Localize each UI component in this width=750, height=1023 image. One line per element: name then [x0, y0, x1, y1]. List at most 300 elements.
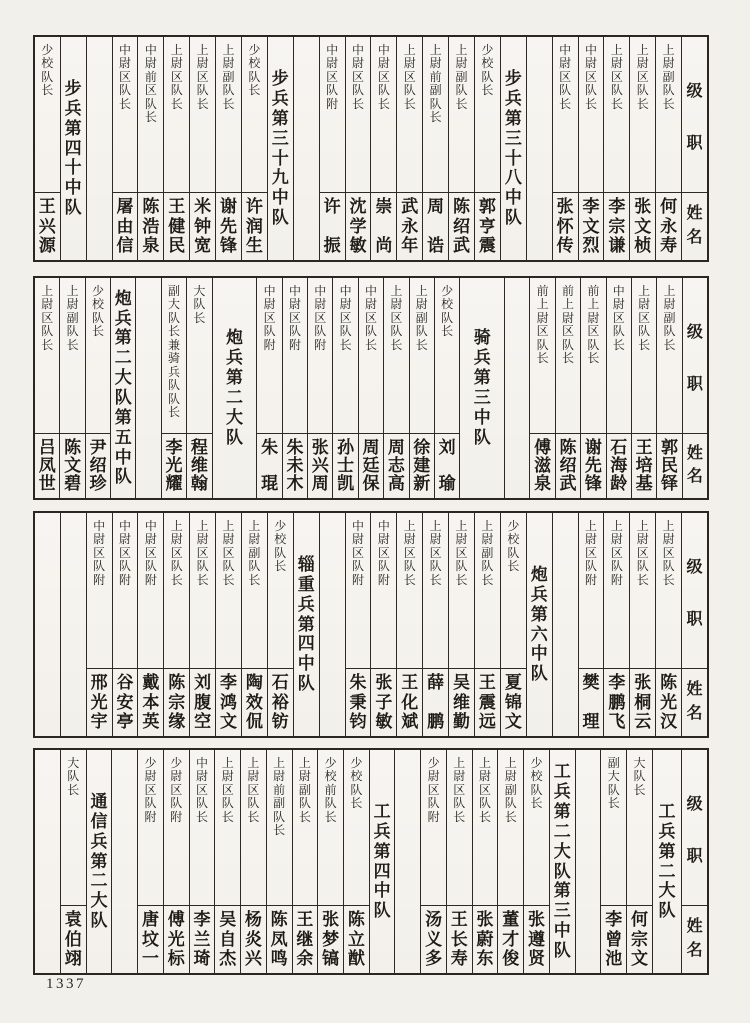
unit-title: 炮 兵 第 二 大 队 第 五 中 队 [114, 288, 132, 487]
name-cell [397, 668, 422, 736]
officer-name: 周 诰 [427, 197, 445, 255]
officer-name: 何 宗 文 [630, 910, 648, 968]
officer-column [472, 750, 498, 973]
officer-name: 周 廷 保 [362, 438, 380, 493]
officer-rank: 少 校 队 长 [274, 519, 287, 574]
officer-column [474, 513, 500, 736]
officer-rank: 少 校 队 长 [91, 284, 104, 339]
name-cell [113, 668, 138, 736]
name-cell [656, 668, 681, 736]
officer-name: 戴 本 英 [142, 673, 160, 731]
unit-column [86, 750, 112, 973]
officer-name: 李 宗 谦 [608, 197, 626, 255]
officer-rank: 上 尉 区 队 长 [662, 519, 675, 587]
officer-rank: 大 队 长 [193, 284, 206, 325]
name-cell [632, 433, 656, 498]
rank-header-cell [682, 37, 707, 192]
officer-name: 王 震 远 [478, 673, 496, 731]
rank-cell [581, 278, 605, 433]
name-cell [553, 192, 578, 260]
officer-column [215, 513, 241, 736]
name-cell [410, 433, 434, 498]
rank-cell [164, 513, 189, 668]
officer-column [580, 278, 605, 498]
roster-band-1 [33, 35, 709, 262]
officer-name: 夏 锦 文 [504, 673, 522, 731]
officer-rank: 中 尉 前 区 队 长 [144, 43, 157, 125]
officer-column [319, 37, 345, 260]
officer-name: 陈 绍 武 [453, 197, 471, 255]
officer-column [603, 513, 629, 736]
name-cell [241, 905, 266, 973]
name-cell [162, 433, 186, 498]
name-cell [308, 433, 332, 498]
roster-band-2 [33, 276, 709, 500]
unit-title-cell [527, 513, 552, 736]
rank-cell [216, 37, 241, 192]
officer-name: 谷 安 亭 [116, 673, 134, 731]
officer-column [555, 278, 580, 498]
unit-column [60, 37, 86, 260]
roster-table [33, 35, 709, 975]
rank-cell [344, 750, 369, 905]
officer-column [631, 278, 656, 498]
officer-name: 尹 绍 珍 [89, 438, 107, 493]
officer-column [240, 750, 266, 973]
officer-name: 崇 尚 [375, 197, 393, 255]
name-cell [604, 668, 629, 736]
officer-column [282, 278, 307, 498]
name-cell [164, 192, 189, 260]
officer-rank: 上 尉 副 队 长 [222, 43, 235, 111]
unit-column [549, 750, 575, 973]
rank-cell [268, 513, 293, 668]
officer-column [603, 37, 629, 260]
name-cell [579, 668, 604, 736]
name-cell [630, 668, 655, 736]
officer-column [500, 513, 526, 736]
officer-column [256, 278, 281, 498]
rank-cell [257, 278, 281, 433]
name-cell [61, 905, 86, 973]
officer-name: 李 光 耀 [165, 438, 183, 493]
officer-rank: 中 尉 区 队 长 [365, 284, 378, 352]
empty-column [394, 750, 420, 973]
name-cell [346, 668, 371, 736]
unit-column [459, 278, 504, 498]
rank-cell [242, 513, 267, 668]
rank-cell [410, 278, 434, 433]
unit-column [500, 37, 526, 260]
name-cell [475, 192, 500, 260]
officer-rank: 上 尉 区 队 长 [610, 43, 623, 111]
officer-name: 石 裕 钫 [271, 673, 289, 731]
rank-cell [333, 278, 357, 433]
rank-cell [498, 750, 523, 905]
officer-column [434, 278, 459, 498]
officer-column [409, 278, 434, 498]
rank-cell [61, 750, 86, 905]
rank-cell [423, 513, 448, 668]
empty-column [319, 513, 345, 736]
officer-column [370, 37, 396, 260]
officer-rank: 中 尉 区 队 长 [118, 43, 131, 111]
empty-column [552, 513, 578, 736]
empty-column [135, 278, 160, 498]
name-cell [138, 668, 163, 736]
officer-column [383, 278, 408, 498]
officer-rank: 中 尉 区 队 长 [351, 43, 364, 111]
officer-name: 孙 士 凯 [337, 438, 355, 493]
officer-column [241, 513, 267, 736]
rank-cell [60, 278, 84, 433]
rank-cell [604, 37, 629, 192]
officer-name: 徐 建 新 [413, 438, 431, 493]
officer-rank: 上 尉 区 队 长 [170, 43, 183, 111]
officer-name: 米 钟 宽 [194, 197, 212, 255]
name-cell [423, 668, 448, 736]
name-cell [35, 433, 59, 498]
unit-title-cell [550, 750, 575, 973]
rank-cell [656, 37, 681, 192]
rank-cell [346, 513, 371, 668]
officer-name: 薛 鹏 [427, 673, 445, 731]
rank-cell [190, 513, 215, 668]
officer-name: 王 兴 源 [38, 197, 56, 255]
unit-title: 工 兵 第 二 大 队 第 三 中 队 [553, 762, 571, 960]
officer-name: 陈 文 碧 [64, 438, 82, 493]
rank-cell [35, 278, 59, 433]
officer-name: 唐 坟 一 [141, 910, 159, 968]
officer-name: 刘 腹 空 [194, 673, 212, 731]
name-cell [190, 192, 215, 260]
unit-column [652, 750, 681, 973]
name-cell [60, 433, 84, 498]
name-cell [190, 668, 215, 736]
unit-title-cell [61, 37, 86, 260]
unit-title-cell [111, 278, 135, 498]
name-cell [657, 433, 681, 498]
officer-name: 王 培 基 [635, 438, 653, 493]
rank-cell [293, 750, 318, 905]
unit-title: 步 兵 第 三 十 九 中 队 [271, 69, 289, 228]
header-column [681, 513, 707, 736]
officer-rank: 上 尉 区 队 长 [390, 284, 403, 352]
rank-cell [35, 37, 60, 192]
unit-title: 辎 重 兵 第 四 中 队 [297, 555, 315, 694]
officer-name: 许 振 [323, 197, 341, 255]
officer-name: 刘 瑜 [438, 438, 456, 493]
officer-column [358, 278, 383, 498]
officer-rank: 上 尉 区 队 附 [584, 519, 597, 587]
officer-column [578, 513, 604, 736]
name-cell [216, 192, 241, 260]
officer-column [163, 750, 189, 973]
officer-column [497, 750, 523, 973]
officer-column [370, 513, 396, 736]
officer-rank: 中 尉 区 队 长 [559, 43, 572, 111]
name-header-label: 姓 名 [686, 918, 703, 959]
name-cell [283, 433, 307, 498]
officer-column [396, 37, 422, 260]
rank-cell [435, 278, 459, 433]
officer-column [189, 750, 215, 973]
unit-title-cell [294, 513, 319, 736]
rank-cell [87, 513, 112, 668]
officer-column [86, 513, 112, 736]
officer-rank: 上 尉 区 队 长 [636, 43, 649, 111]
unit-column [110, 278, 135, 498]
officer-name: 王 化 斌 [401, 673, 419, 731]
name-cell [656, 192, 681, 260]
rank-cell [524, 750, 549, 905]
officer-rank: 中 尉 区 队 附 [288, 284, 301, 352]
rank-cell [283, 278, 307, 433]
officer-column [396, 513, 422, 736]
officer-name: 吴 维 勤 [453, 673, 471, 731]
officer-column [137, 750, 163, 973]
officer-rank: 中 尉 区 队 附 [118, 519, 131, 587]
unit-title-cell [501, 37, 526, 260]
officer-rank: 上 尉 副 队 长 [663, 284, 676, 352]
rank-cell [473, 750, 498, 905]
officer-rank: 少 尉 区 队 附 [427, 756, 440, 824]
officer-rank: 上 尉 副 队 长 [455, 43, 468, 111]
rank-cell [553, 37, 578, 192]
officer-rank: 副 大 队 长 兼 骑 兵 队 队 长 [168, 284, 181, 420]
officer-rank: 上 尉 副 队 长 [66, 284, 79, 352]
officer-rank: 上 尉 区 队 长 [453, 756, 466, 824]
name-cell [190, 905, 215, 973]
unit-title: 炮 兵 第 六 中 队 [530, 564, 548, 684]
rank-cell [241, 750, 266, 905]
name-cell [449, 192, 474, 260]
officer-column [85, 278, 110, 498]
rank-cell [242, 37, 267, 192]
header-column [681, 750, 707, 973]
officer-rank: 中 尉 区 队 附 [144, 519, 157, 587]
name-header-label: 姓 名 [686, 681, 703, 722]
rank-cell [113, 513, 138, 668]
officer-rank: 少 尉 区 队 附 [144, 756, 157, 824]
rank-cell [190, 750, 215, 905]
rank-cell [371, 37, 396, 192]
name-cell [423, 192, 448, 260]
name-cell [257, 433, 281, 498]
rank-cell [630, 37, 655, 192]
officer-rank: 前 上 尉 区 队 长 [536, 284, 549, 366]
officer-rank: 上 尉 区 队 长 [479, 756, 492, 824]
officer-name: 许 润 生 [245, 197, 263, 255]
officer-rank: 上 尉 区 队 长 [221, 756, 234, 824]
officer-rank: 上 尉 前 副 队 长 [273, 756, 286, 838]
officer-column [137, 513, 163, 736]
officer-rank: 少 校 队 长 [350, 756, 363, 811]
officer-rank: 中 尉 区 队 附 [93, 519, 106, 587]
rank-cell [501, 513, 526, 668]
rank-cell [421, 750, 446, 905]
officer-column [332, 278, 357, 498]
officer-name: 陶 效 侃 [245, 673, 263, 731]
name-cell [138, 192, 163, 260]
officer-name: 朱 琨 [261, 438, 279, 493]
officer-rank: 中 尉 区 队 附 [314, 284, 327, 352]
rank-cell [138, 37, 163, 192]
officer-column [112, 37, 138, 260]
name-cell [164, 668, 189, 736]
unit-title-cell [653, 750, 681, 973]
name-cell [530, 433, 554, 498]
officer-name: 张 子 敏 [375, 673, 393, 731]
name-cell [397, 192, 422, 260]
officer-name: 汤 义 多 [425, 910, 443, 968]
empty-column [35, 513, 60, 736]
officer-name: 李 鹏 飞 [608, 673, 626, 731]
officer-column [600, 750, 626, 973]
officer-rank: 少 校 队 长 [41, 43, 54, 98]
rank-cell [607, 278, 631, 433]
officer-name: 屠 由 信 [116, 197, 134, 255]
unit-title: 步 兵 第 三 十 八 中 队 [504, 69, 522, 228]
empty-column [575, 750, 601, 973]
officer-rank: 中 尉 区 队 长 [612, 284, 625, 352]
name-cell [630, 192, 655, 260]
officer-name: 陈 浩 泉 [142, 197, 160, 255]
rank-cell [164, 750, 189, 905]
officer-rank: 中 尉 区 队 长 [339, 284, 352, 352]
unit-title-cell [370, 750, 395, 973]
rank-cell [604, 513, 629, 668]
officer-rank: 少 尉 区 队 附 [170, 756, 183, 824]
name-header-cell [682, 668, 707, 736]
officer-rank: 上 尉 区 队 长 [403, 519, 416, 587]
rank-header-cell [683, 278, 707, 433]
rank-cell [359, 278, 383, 433]
officer-name: 李 文 烈 [582, 197, 600, 255]
name-cell [627, 905, 652, 973]
officer-column [137, 37, 163, 260]
officer-rank: 少 校 队 长 [507, 519, 520, 574]
name-cell [242, 668, 267, 736]
rank-cell [164, 37, 189, 192]
rank-cell [530, 278, 554, 433]
rank-cell [449, 513, 474, 668]
name-cell [164, 905, 189, 973]
officer-column [656, 278, 681, 498]
officer-name: 张 梦 镐 [322, 910, 340, 968]
rank-cell [215, 750, 240, 905]
officer-name: 陈 凤 鸣 [270, 910, 288, 968]
rank-cell [346, 37, 371, 192]
officer-name: 杨 炎 兴 [244, 910, 262, 968]
name-cell [579, 192, 604, 260]
name-cell [607, 433, 631, 498]
officer-name: 沈 学 敏 [349, 197, 367, 255]
name-cell [601, 905, 626, 973]
officer-rank: 大 队 长 [67, 756, 80, 797]
officer-name: 陈 绍 武 [559, 438, 577, 493]
empty-column [526, 37, 552, 260]
unit-column [267, 37, 293, 260]
officer-name: 谢 先 锋 [220, 197, 238, 255]
officer-column [655, 513, 681, 736]
officer-column [267, 513, 293, 736]
roster-band-4 [33, 748, 709, 975]
officer-rank: 上 尉 区 队 长 [196, 43, 209, 111]
officer-name: 石 海 龄 [610, 438, 628, 493]
rank-header-label: 级 职 [686, 83, 703, 152]
officer-column [422, 513, 448, 736]
name-cell [501, 668, 526, 736]
officer-name: 王 长 寿 [450, 910, 468, 968]
rank-cell [113, 37, 138, 192]
empty-column [504, 278, 529, 498]
officer-name: 樊 理 [582, 673, 600, 731]
officer-name: 郭 民 铎 [660, 438, 678, 493]
rank-cell [579, 513, 604, 668]
unit-column [369, 750, 395, 973]
name-cell [268, 668, 293, 736]
officer-column [215, 37, 241, 260]
officer-column [189, 513, 215, 736]
officer-name: 张 蔚 东 [476, 910, 494, 968]
officer-column [345, 37, 371, 260]
rank-cell [397, 37, 422, 192]
name-header-label: 姓 名 [686, 445, 703, 485]
empty-column [111, 750, 137, 973]
name-cell [215, 905, 240, 973]
officer-rank: 上 尉 区 队 长 [403, 43, 416, 111]
officer-rank: 上 尉 区 队 长 [247, 756, 260, 824]
officer-name: 谢 先 锋 [584, 438, 602, 493]
name-cell [473, 905, 498, 973]
officer-column [626, 750, 652, 973]
rank-header-label: 级 职 [686, 796, 703, 865]
rank-cell [447, 750, 472, 905]
officer-name: 张 怀 传 [556, 197, 574, 255]
name-cell [556, 433, 580, 498]
officer-column [529, 278, 554, 498]
rank-cell [423, 37, 448, 192]
officer-rank: 上 尉 区 队 长 [429, 519, 442, 587]
officer-name: 李 鸿 文 [220, 673, 238, 731]
rank-cell [475, 513, 500, 668]
officer-rank: 中 尉 区 队 附 [351, 519, 364, 587]
officer-column [343, 750, 369, 973]
name-cell [581, 433, 605, 498]
officer-rank: 上 尉 区 队 长 [170, 519, 183, 587]
rank-header-cell [682, 513, 707, 668]
name-cell [293, 905, 318, 973]
officer-name: 陈 光 汉 [660, 673, 678, 731]
name-header-cell [683, 433, 707, 498]
name-cell [320, 192, 345, 260]
name-cell [384, 433, 408, 498]
unit-title-cell [213, 278, 257, 498]
officer-column [420, 750, 446, 973]
name-cell [498, 905, 523, 973]
officer-column [552, 37, 578, 260]
unit-title: 炮 兵 第 二 大 队 [225, 328, 243, 447]
rank-cell [138, 513, 163, 668]
officer-column [474, 37, 500, 260]
officer-rank: 上 尉 副 队 长 [248, 519, 261, 587]
rank-header-cell [682, 750, 707, 905]
rank-cell [449, 37, 474, 192]
officer-column [606, 278, 631, 498]
name-cell [371, 192, 396, 260]
unit-title: 工 兵 第 四 中 队 [373, 801, 391, 921]
